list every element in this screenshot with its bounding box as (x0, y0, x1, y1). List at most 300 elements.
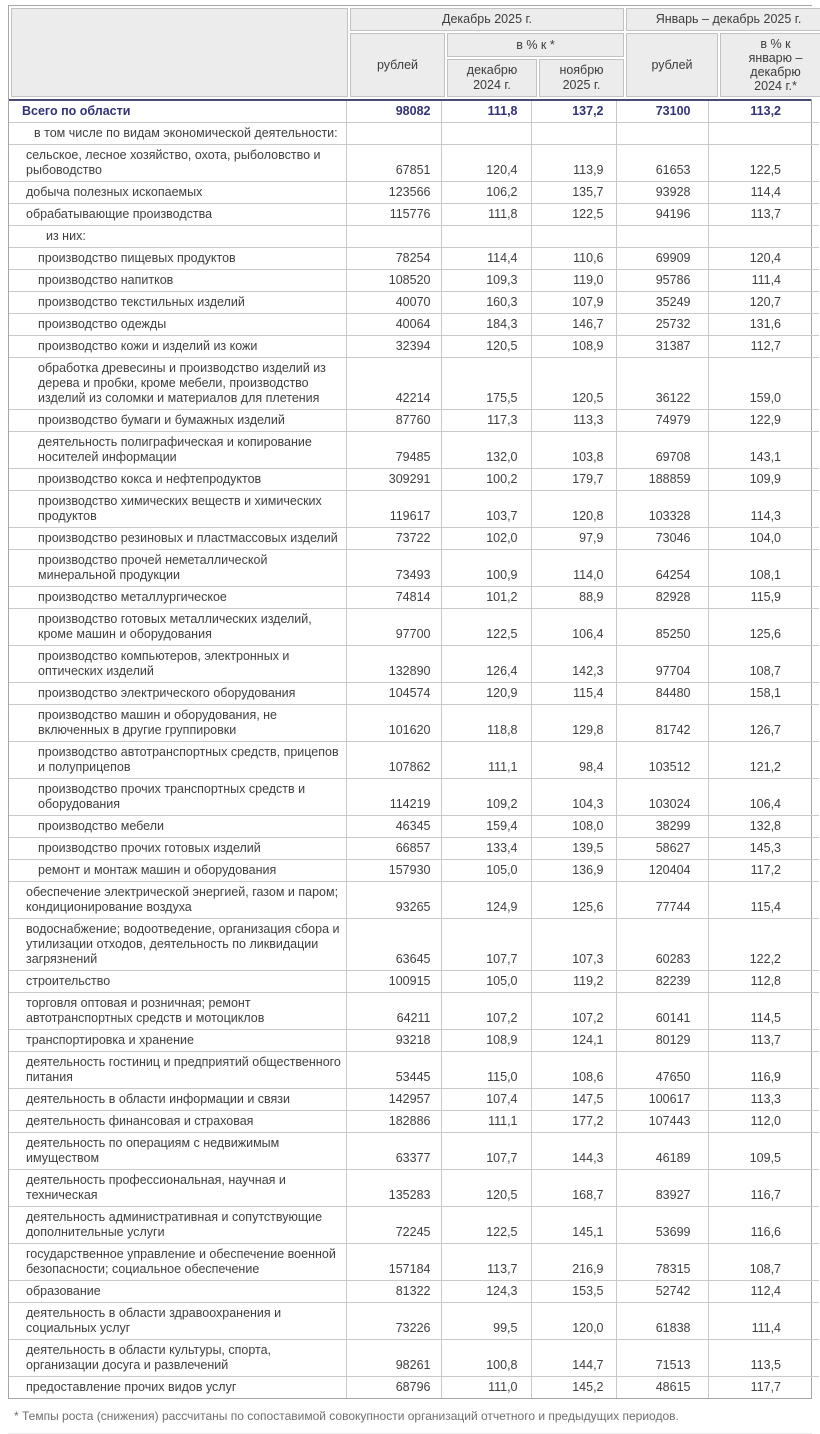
activity-label: обрабатывающие производства (9, 204, 346, 226)
value-cell: 122,9 (708, 410, 819, 432)
value-cell: 38299 (616, 816, 708, 838)
value-cell: 111,0 (441, 1377, 531, 1399)
value-cell: 115776 (346, 204, 441, 226)
value-cell: 94196 (616, 204, 708, 226)
activity-label: водоснабжение; водоотведение, организация сбора и утилизации отходов, деятельность по ликвидации загрязнений (9, 919, 346, 971)
table-row (9, 1089, 819, 1111)
value-cell: 133,4 (441, 838, 531, 860)
activity-label: производство кожи и изделий из кожи (9, 336, 346, 358)
value-cell: 97704 (616, 646, 708, 683)
value-cell: 82239 (616, 971, 708, 993)
value-cell: 184,3 (441, 314, 531, 336)
value-cell: 73100 (616, 101, 708, 123)
activity-label: образование (9, 1281, 346, 1303)
value-cell: 179,7 (531, 469, 616, 491)
value-cell: 114,0 (531, 550, 616, 587)
value-cell: 64254 (616, 550, 708, 587)
value-cell: 113,7 (708, 1030, 819, 1052)
col-header-percent: в % к * (447, 33, 624, 57)
value-cell: 84480 (616, 683, 708, 705)
value-cell: 153,5 (531, 1281, 616, 1303)
value-cell: 124,3 (441, 1281, 531, 1303)
value-cell: 132,8 (708, 816, 819, 838)
value-cell: 97700 (346, 609, 441, 646)
col-header-percent-january-december: в % к январю – декабрю 2024 г.* (720, 33, 820, 97)
value-cell: 144,3 (531, 1133, 616, 1170)
table-row (9, 882, 819, 919)
table-row (9, 860, 819, 882)
value-cell: 73722 (346, 528, 441, 550)
activity-label: производство готовых металлических изделий, кроме машин и оборудования (9, 609, 346, 646)
activity-label: производство текстильных изделий (9, 292, 346, 314)
value-cell: 63645 (346, 919, 441, 971)
value-cell: 115,4 (531, 683, 616, 705)
activity-label: производство прочей неметаллической минеральной продукции (9, 550, 346, 587)
value-cell: 73493 (346, 550, 441, 587)
value-cell: 120,7 (708, 292, 819, 314)
value-cell: 42214 (346, 358, 441, 410)
table-row (9, 646, 819, 683)
value-cell: 103328 (616, 491, 708, 528)
value-cell: 160,3 (441, 292, 531, 314)
table-row (9, 182, 819, 204)
value-cell: 110,6 (531, 248, 616, 270)
value-cell: 74814 (346, 587, 441, 609)
activity-label: производство компьютеров, электронных и оптических изделий (9, 646, 346, 683)
value-cell: 113,5 (708, 1340, 819, 1377)
value-cell: 124,9 (441, 882, 531, 919)
value-cell: 103512 (616, 742, 708, 779)
value-cell: 108,9 (531, 336, 616, 358)
table-row (9, 1133, 819, 1170)
col-header-rubles-january-december: рублей (626, 33, 718, 97)
value-cell: 145,3 (708, 838, 819, 860)
value-cell: 113,9 (531, 145, 616, 182)
value-cell: 101620 (346, 705, 441, 742)
value-cell (616, 226, 708, 248)
value-cell (441, 123, 531, 145)
value-cell: 102,0 (441, 528, 531, 550)
value-cell: 73046 (616, 528, 708, 550)
value-cell: 98082 (346, 101, 441, 123)
value-cell: 122,5 (708, 145, 819, 182)
value-cell: 106,4 (708, 779, 819, 816)
value-cell: 100915 (346, 971, 441, 993)
value-cell: 60141 (616, 993, 708, 1030)
value-cell: 107,3 (531, 919, 616, 971)
table-row (9, 410, 819, 432)
value-cell: 98261 (346, 1340, 441, 1377)
value-cell: 101,2 (441, 587, 531, 609)
value-cell: 113,7 (708, 204, 819, 226)
value-cell: 111,1 (441, 1111, 531, 1133)
activity-label: производство кокса и нефтепродуктов (9, 469, 346, 491)
value-cell: 131,6 (708, 314, 819, 336)
value-cell: 114,3 (708, 491, 819, 528)
activity-label: деятельность административная и сопутствующие дополнительные услуги (9, 1207, 346, 1244)
activity-label: производство бумаги и бумажных изделий (9, 410, 346, 432)
value-cell: 116,9 (708, 1052, 819, 1089)
value-cell: 120,4 (441, 145, 531, 182)
value-cell: 132890 (346, 646, 441, 683)
value-cell: 112,0 (708, 1111, 819, 1133)
value-cell: 103,8 (531, 432, 616, 469)
value-cell: 61838 (616, 1303, 708, 1340)
value-cell: 108,6 (531, 1052, 616, 1089)
value-cell: 97,9 (531, 528, 616, 550)
value-cell: 111,8 (441, 101, 531, 123)
value-cell: 120,8 (531, 491, 616, 528)
activity-label: производство металлургическое (9, 587, 346, 609)
activity-label: деятельность в области культуры, спорта, организации досуга и развлечений (9, 1340, 346, 1377)
activity-label: в том числе по видам экономической деятельности: (9, 123, 346, 145)
value-cell: 58627 (616, 838, 708, 860)
value-cell: 113,2 (708, 101, 819, 123)
value-cell: 104,0 (708, 528, 819, 550)
value-cell: 139,5 (531, 838, 616, 860)
value-cell: 81322 (346, 1281, 441, 1303)
value-cell: 119,0 (531, 270, 616, 292)
table-grid (9, 101, 819, 1398)
value-cell: 40064 (346, 314, 441, 336)
value-cell: 137,2 (531, 101, 616, 123)
wage-statistics-table (8, 5, 812, 1399)
value-cell (346, 123, 441, 145)
value-cell: 106,4 (531, 609, 616, 646)
value-cell: 123566 (346, 182, 441, 204)
activity-label: деятельность в области информации и связи (9, 1089, 346, 1111)
value-cell: 78315 (616, 1244, 708, 1281)
value-cell: 107,4 (441, 1089, 531, 1111)
value-cell: 144,7 (531, 1340, 616, 1377)
activity-label: из них: (9, 226, 346, 248)
col-header-rubles-december: рублей (350, 33, 445, 97)
value-cell (616, 123, 708, 145)
table-header (9, 6, 820, 99)
value-cell: 48615 (616, 1377, 708, 1399)
value-cell: 100617 (616, 1089, 708, 1111)
value-cell: 112,7 (708, 336, 819, 358)
table-row (9, 204, 819, 226)
value-cell: 309291 (346, 469, 441, 491)
value-cell: 126,4 (441, 646, 531, 683)
table-row (9, 336, 819, 358)
activity-label: производство машин и оборудования, не включенных в другие группировки (9, 705, 346, 742)
table-row (9, 1303, 819, 1340)
activity-label: обеспечение электрической энергией, газом и паром; кондиционирование воздуха (9, 882, 346, 919)
value-cell: 63377 (346, 1133, 441, 1170)
value-cell: 100,9 (441, 550, 531, 587)
value-cell: 93928 (616, 182, 708, 204)
value-cell: 108,0 (531, 816, 616, 838)
value-cell: 175,5 (441, 358, 531, 410)
value-cell: 125,6 (531, 882, 616, 919)
value-cell: 79485 (346, 432, 441, 469)
value-cell: 85250 (616, 609, 708, 646)
table-row (9, 1377, 819, 1399)
value-cell: 47650 (616, 1052, 708, 1089)
value-cell: 61653 (616, 145, 708, 182)
value-cell: 111,4 (708, 270, 819, 292)
activity-label: деятельность профессиональная, научная и техническая (9, 1170, 346, 1207)
value-cell: 145,1 (531, 1207, 616, 1244)
value-cell: 129,8 (531, 705, 616, 742)
value-cell (441, 226, 531, 248)
table-row (9, 491, 819, 528)
value-cell: 60283 (616, 919, 708, 971)
corner-header-cell (11, 8, 348, 97)
value-cell: 66857 (346, 838, 441, 860)
value-cell: 142957 (346, 1089, 441, 1111)
activity-label: производство прочих транспортных средств и оборудования (9, 779, 346, 816)
value-cell: 120,0 (531, 1303, 616, 1340)
activity-label: производство мебели (9, 816, 346, 838)
value-cell: 119,2 (531, 971, 616, 993)
value-cell: 46345 (346, 816, 441, 838)
value-cell: 99,5 (441, 1303, 531, 1340)
table-row (9, 314, 819, 336)
value-cell: 112,4 (708, 1281, 819, 1303)
value-cell: 115,4 (708, 882, 819, 919)
value-cell: 69708 (616, 432, 708, 469)
value-cell: 113,7 (441, 1244, 531, 1281)
value-cell: 120,5 (441, 1170, 531, 1207)
value-cell: 88,9 (531, 587, 616, 609)
table-row (9, 971, 819, 993)
value-cell: 120,9 (441, 683, 531, 705)
section-label-row (9, 226, 819, 248)
value-cell: 116,6 (708, 1207, 819, 1244)
value-cell: 104,3 (531, 779, 616, 816)
activity-label: производство напитков (9, 270, 346, 292)
value-cell: 82928 (616, 587, 708, 609)
value-cell: 46189 (616, 1133, 708, 1170)
value-cell: 124,1 (531, 1030, 616, 1052)
table-row (9, 248, 819, 270)
value-cell: 107443 (616, 1111, 708, 1133)
table-footnote: * Темпы роста (снижения) рассчитаны по сопоставимой совокупности организаций отчетного и предыдущих периодов. (14, 1409, 679, 1423)
value-cell: 83927 (616, 1170, 708, 1207)
value-cell: 125,6 (708, 609, 819, 646)
value-cell: 120404 (616, 860, 708, 882)
value-cell: 157930 (346, 860, 441, 882)
value-cell: 108,1 (708, 550, 819, 587)
value-cell: 146,7 (531, 314, 616, 336)
value-cell: 69909 (616, 248, 708, 270)
table-row (9, 270, 819, 292)
value-cell: 159,4 (441, 816, 531, 838)
table-row (9, 550, 819, 587)
col-group-december: Декабрь 2025 г. (350, 8, 624, 31)
value-cell: 72245 (346, 1207, 441, 1244)
value-cell: 114,5 (708, 993, 819, 1030)
value-cell: 122,5 (441, 609, 531, 646)
activity-label: транспортировка и хранение (9, 1030, 346, 1052)
table-row (9, 838, 819, 860)
value-cell: 109,2 (441, 779, 531, 816)
value-cell: 168,7 (531, 1170, 616, 1207)
table-row (9, 528, 819, 550)
table-row (9, 145, 819, 182)
value-cell: 109,9 (708, 469, 819, 491)
value-cell: 113,3 (531, 410, 616, 432)
table-row (9, 469, 819, 491)
value-cell: 52742 (616, 1281, 708, 1303)
col-header-percent-to-december-2024: декабрю 2024 г. (447, 59, 537, 97)
value-cell: 25732 (616, 314, 708, 336)
value-cell: 67851 (346, 145, 441, 182)
value-cell: 81742 (616, 705, 708, 742)
value-cell: 147,5 (531, 1089, 616, 1111)
value-cell: 105,0 (441, 971, 531, 993)
value-cell: 115,0 (441, 1052, 531, 1089)
table-row (9, 1111, 819, 1133)
table-row (9, 683, 819, 705)
value-cell: 105,0 (441, 860, 531, 882)
col-group-january-december: Январь – декабрь 2025 г. (626, 8, 820, 31)
value-cell: 108,7 (708, 646, 819, 683)
activity-label: производство одежды (9, 314, 346, 336)
activity-label: производство химических веществ и химических продуктов (9, 491, 346, 528)
value-cell: 157184 (346, 1244, 441, 1281)
activity-label: производство резиновых и пластмассовых изделий (9, 528, 346, 550)
value-cell: 120,4 (708, 248, 819, 270)
value-cell (708, 123, 819, 145)
value-cell: 120,5 (441, 336, 531, 358)
value-cell: 114,4 (708, 182, 819, 204)
activity-label: ремонт и монтаж машин и оборудования (9, 860, 346, 882)
value-cell: 77744 (616, 882, 708, 919)
table-row (9, 816, 819, 838)
activity-label: Всего по области (9, 101, 346, 123)
value-cell: 108520 (346, 270, 441, 292)
table-row (9, 292, 819, 314)
value-cell: 103024 (616, 779, 708, 816)
activity-label: деятельность гостиниц и предприятий общественного питания (9, 1052, 346, 1089)
value-cell (531, 226, 616, 248)
value-cell: 117,2 (708, 860, 819, 882)
value-cell: 35249 (616, 292, 708, 314)
value-cell: 112,8 (708, 971, 819, 993)
table-row (9, 742, 819, 779)
value-cell: 109,3 (441, 270, 531, 292)
value-cell: 80129 (616, 1030, 708, 1052)
section-label-row (9, 123, 819, 145)
table-row (9, 1340, 819, 1377)
value-cell: 107,7 (441, 1133, 531, 1170)
value-cell: 126,7 (708, 705, 819, 742)
value-cell: 216,9 (531, 1244, 616, 1281)
value-cell: 53699 (616, 1207, 708, 1244)
col-header-percent-to-november-2025: ноябрю 2025 г. (539, 59, 624, 97)
value-cell: 143,1 (708, 432, 819, 469)
value-cell: 73226 (346, 1303, 441, 1340)
activity-label: строительство (9, 971, 346, 993)
value-cell: 120,5 (531, 358, 616, 410)
activity-label: производство электрического оборудования (9, 683, 346, 705)
value-cell: 111,8 (441, 204, 531, 226)
value-cell: 107,2 (531, 993, 616, 1030)
value-cell: 32394 (346, 336, 441, 358)
value-cell: 188859 (616, 469, 708, 491)
value-cell: 103,7 (441, 491, 531, 528)
value-cell: 114,4 (441, 248, 531, 270)
table-row (9, 1281, 819, 1303)
value-cell: 98,4 (531, 742, 616, 779)
value-cell: 71513 (616, 1340, 708, 1377)
activity-label: деятельность по операциям с недвижимым имуществом (9, 1133, 346, 1170)
value-cell: 122,5 (441, 1207, 531, 1244)
table-row (9, 609, 819, 646)
value-cell: 111,4 (708, 1303, 819, 1340)
value-cell: 118,8 (441, 705, 531, 742)
value-cell: 135,7 (531, 182, 616, 204)
value-cell: 36122 (616, 358, 708, 410)
activity-label: обработка древесины и производство изделий из дерева и пробки, кроме мебели, производство изделий из соломки и материалов для плетения (9, 358, 346, 410)
activity-label: торговля оптовая и розничная; ремонт автотранспортных средств и мотоциклов (9, 993, 346, 1030)
value-cell: 116,7 (708, 1170, 819, 1207)
activity-label: деятельность полиграфическая и копирование носителей информации (9, 432, 346, 469)
table-row (9, 587, 819, 609)
value-cell: 106,2 (441, 182, 531, 204)
value-cell: 108,9 (441, 1030, 531, 1052)
table-row (9, 993, 819, 1030)
activity-label: производство пищевых продуктов (9, 248, 346, 270)
value-cell: 104574 (346, 683, 441, 705)
value-cell: 68796 (346, 1377, 441, 1399)
table-row (9, 779, 819, 816)
value-cell: 159,0 (708, 358, 819, 410)
activity-label: государственное управление и обеспечение военной безопасности; социальное обеспечение (9, 1244, 346, 1281)
value-cell: 100,8 (441, 1340, 531, 1377)
value-cell: 109,5 (708, 1133, 819, 1170)
activity-label: предоставление прочих видов услуг (9, 1377, 346, 1399)
value-cell: 117,7 (708, 1377, 819, 1399)
value-cell: 93265 (346, 882, 441, 919)
table-row (9, 101, 819, 123)
value-cell: 40070 (346, 292, 441, 314)
table-row (9, 1170, 819, 1207)
table-row (9, 1207, 819, 1244)
value-cell: 74979 (616, 410, 708, 432)
value-cell: 107,7 (441, 919, 531, 971)
activity-label: производство автотранспортных средств, прицепов и полуприцепов (9, 742, 346, 779)
value-cell: 107,2 (441, 993, 531, 1030)
table-row (9, 1052, 819, 1089)
value-cell: 107862 (346, 742, 441, 779)
table-row (9, 919, 819, 971)
value-cell: 121,2 (708, 742, 819, 779)
value-cell: 158,1 (708, 683, 819, 705)
value-cell: 93218 (346, 1030, 441, 1052)
table-row (9, 358, 819, 410)
value-cell: 87760 (346, 410, 441, 432)
value-cell: 64211 (346, 993, 441, 1030)
value-cell (531, 123, 616, 145)
activity-label: производство прочих готовых изделий (9, 838, 346, 860)
value-cell: 122,5 (531, 204, 616, 226)
table-row (9, 705, 819, 742)
value-cell: 114219 (346, 779, 441, 816)
value-cell: 100,2 (441, 469, 531, 491)
value-cell (708, 226, 819, 248)
value-cell: 117,3 (441, 410, 531, 432)
value-cell: 122,2 (708, 919, 819, 971)
value-cell: 177,2 (531, 1111, 616, 1133)
value-cell: 111,1 (441, 742, 531, 779)
activity-label: деятельность финансовая и страховая (9, 1111, 346, 1133)
value-cell: 113,3 (708, 1089, 819, 1111)
